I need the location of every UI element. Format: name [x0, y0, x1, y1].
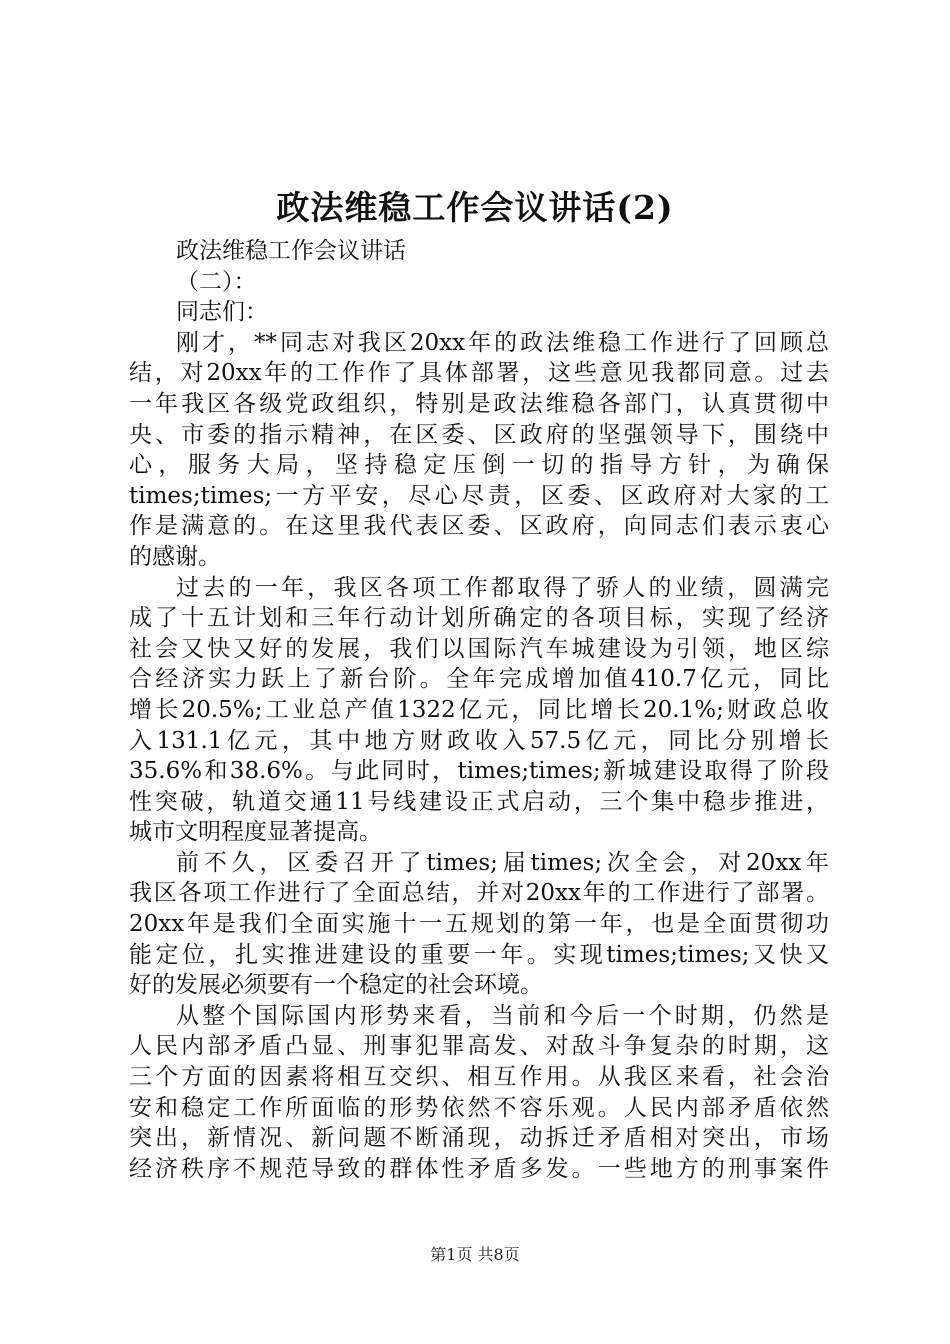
text-line: 前不久，区委召开了times;届times;次全会，对20xx年	[176, 849, 829, 876]
text-line: 三个方面的因素将相互交织、相互作用。从我区来看，社会治	[129, 1064, 829, 1091]
text-line: 社会又快又好的发展，我们以国际汽车城建设为引领，地区综	[129, 635, 829, 662]
text-line: 政法维稳工作会议讲话	[176, 238, 406, 264]
text-line: 35.6%和38.6%。与此同时，times;times;新城建设取得了阶段	[129, 758, 829, 785]
text-line: 的感谢。	[129, 543, 221, 570]
text-line: 同志们：	[176, 299, 268, 326]
text-line: 刚才，**同志对我区20xx年的政法维稳工作进行了回顾总	[176, 329, 829, 356]
document-body	[129, 236, 829, 1184]
text-line: 成了十五计划和三年行动计划所确定的各项目标，实现了经济	[129, 605, 829, 632]
text-line: 作是满意的。在这里我代表区委、区政府，向同志们表示衷心	[129, 513, 829, 540]
text-line: 我区各项工作进行了全面总结，并对20xx年的工作进行了部署。	[129, 880, 829, 907]
text-line: 增长20.5%;工业总产值1322亿元，同比增长20.1%;财政总收	[129, 696, 829, 723]
text-line: 能定位，扎实推进建设的重要一年。实现times;times;又快又	[129, 941, 829, 968]
text-line: 安和稳定工作所面临的形势依然不容乐观。人民内部矛盾依然	[129, 1094, 829, 1121]
text-line: 性突破，轨道交通11号线建设正式启动，三个集中稳步推进，	[129, 788, 829, 815]
text-line: 好的发展必须要有一个稳定的社会环境。	[129, 972, 543, 999]
text-line: 央、市委的指示精神，在区委、区政府的坚强领导下，围绕中	[129, 421, 829, 448]
text-line: 20xx年是我们全面实施十一五规划的第一年，也是全面贯彻功	[129, 911, 829, 938]
text-line: 结，对20xx年的工作作了具体部署，这些意见我都同意。过去	[129, 360, 829, 387]
text-line: 人民内部矛盾凸显、刑事犯罪高发、对敌斗争复杂的时期，这	[129, 1033, 829, 1060]
text-line: 从整个国际国内形势来看，当前和今后一个时期，仍然是	[176, 1002, 829, 1029]
text-line: times;times;一方平安，尽心尽责，区委、区政府对大家的工	[129, 482, 829, 509]
text-line: 经济秩序不规范导致的群体性矛盾多发。一些地方的刑事案件	[129, 1155, 829, 1182]
text-line: 突出，新情况、新问题不断涌现，动拆迁矛盾相对突出，市场	[129, 1125, 829, 1152]
document-title: 政法维稳工作会议讲话(2)	[276, 188, 674, 227]
text-line: 心，服务大局，坚持稳定压倒一切的指导方针，为确保	[129, 452, 829, 479]
text-line: 入131.1亿元，其中地方财政收入57.5亿元，同比分别增长	[129, 727, 829, 754]
text-line: 城市文明程度显著提高。	[129, 819, 382, 846]
text-line: 过去的一年，我区各项工作都取得了骄人的业绩，圆满完	[176, 574, 829, 601]
text-line: 合经济实力跃上了新台阶。全年完成增加值410.7亿元，同比	[129, 666, 829, 693]
text-line: 一年我区各级党政组织，特别是政法维稳各部门，认真贯彻中	[129, 390, 829, 417]
page-footer: 第1页 共8页	[430, 1245, 520, 1264]
text-line: （二）：	[176, 268, 257, 295]
